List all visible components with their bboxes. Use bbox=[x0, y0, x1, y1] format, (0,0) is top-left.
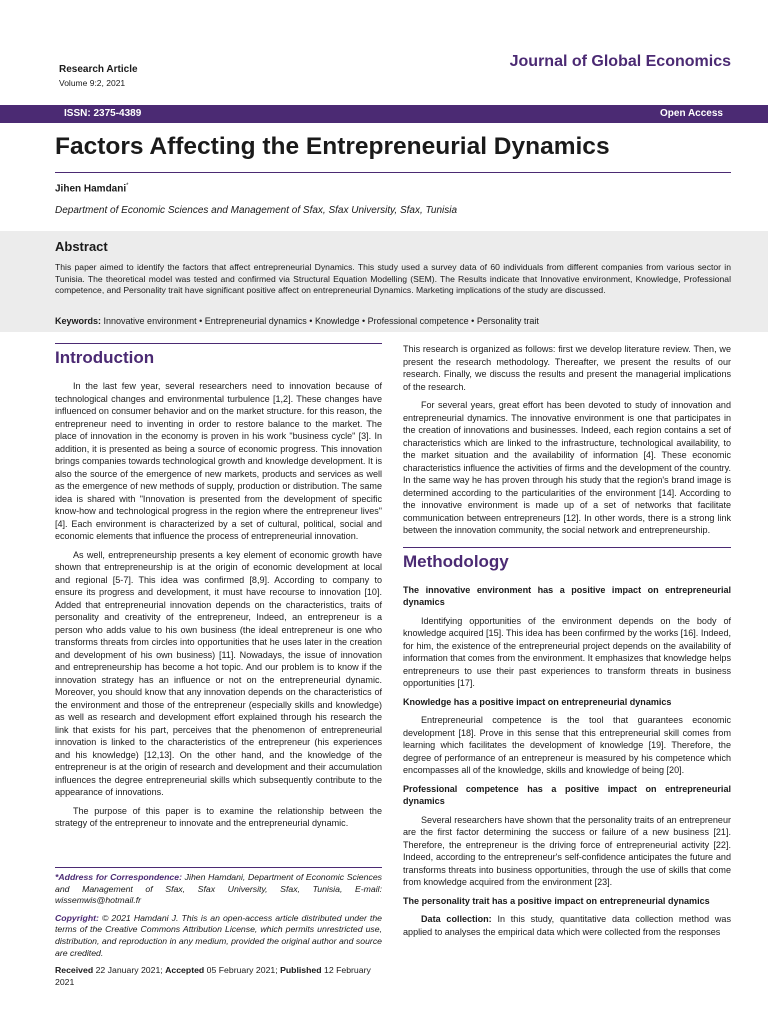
abstract-text: This paper aimed to identify the factors that affect entrepreneurial Dynamics. This study used a survey data of 60 individuals from different companies from various sector in Tunisia. The theoretical model was tested and confirmed via Structural Equation Modelling (SEM). The Results indicate that Innovative environment, Knowledge, Professional competence, and Personality trait have significant positive affect on entrepreneurial Dynamics. Marketing implications of the study are discussed. bbox=[55, 262, 731, 296]
right-paragraph-1: This research is organized as follows: first we develop literature review. Then, we present the research methodology. Thereafter, we present the results of our research. Finally, we discuss the results and present the managerial implications of the research. bbox=[403, 344, 731, 392]
issn-bar bbox=[0, 105, 768, 123]
methodology-paragraph-3: Several researchers have shown that the personality traits of an entrepreneur are the first factor determining the success or failure of a new business [21]. Therefore, the entrepreneur is the driving force of entrepreneurial activity [22]. Indeed, according to the entrepreneur's self-confidence anticipates the future and transforms threats into business opportunities, through the use of skills that come from knowledge acquired from the environment [23]. bbox=[403, 814, 731, 887]
intro-paragraph-2: As well, entrepreneurship presents a key element of economic growth have shown that entrepreneurship is at the origin of economic development at local and regional [5-7]. This idea was confirmed [8,9]. According to company to ensure its progress and development, it must have recourse to innovation [10]. Added that entrepreneurial innovation depends on the characteristics, traits of personality and creativity of the entrepreneur, Indeed, an entrepreneur is a person who adds value to his own business (the ideal entrepreneur is one who transforms threats from circles into opportunities that he uses later in the creation and development of his own business) [11]. Nowadays, the issue of innovation and entrepreneurship has become a hot topic. And our problem is to know if the innovation strategy has an influence or not on the entrepreneurial dynamic. Moreover, you should know that any innovation depends on the characteristics of the environment and those of the entrepreneur (especially skills and knowledge) as well as research and development effort explained through his research the link that exists for his part, perceives that the phenomenon of entrepreneurial innovation is linked to the characteristics of the entrepreneur (his experiences and his knowledge) [12,13]. On the other hand, and the knowledge of the entrepreneur is at the origin of research and development and their accumulation influences the degree entrepreneurial skills which subsequently contribute to the appearance of innovations. bbox=[55, 549, 382, 797]
right-column bbox=[403, 343, 731, 944]
copyright-label: Copyright: bbox=[55, 912, 99, 923]
paper-title: Factors Affecting the Entrepreneurial Dynamics bbox=[55, 133, 610, 160]
received-label: Received bbox=[55, 965, 94, 976]
left-column bbox=[55, 343, 382, 836]
article-meta bbox=[59, 64, 138, 88]
received-date: 22 January 2021; bbox=[93, 965, 166, 976]
methodology-paragraph-2: Entrepreneurial competence is the tool that guarantees economic development [18]. Prove in this sense that this entrepreneurial skill comes from learning which facilitates the development of knowledge [19]. Therefore, the degree of performance of an entrepreneur is measured by his competence which encompasses all of the knowledge, skills and knowledge of being [20]. bbox=[403, 715, 731, 775]
copyright-text: © 2021 Hamdani J. This is an open-access article distributed under the terms of the Creative Commons Attribution License, which permits unrestricted use, distribution, and reproduction in any medium, provided the original author and source are credited. bbox=[55, 912, 382, 958]
abstract-heading: Abstract bbox=[55, 239, 108, 254]
copyright-note bbox=[55, 913, 382, 959]
author-mark: * bbox=[126, 183, 129, 189]
footnotes bbox=[55, 867, 382, 988]
hypothesis-1-heading: The innovative environment has a positive impact on entrepreneurial dynamics bbox=[403, 584, 731, 607]
publication-dates bbox=[55, 965, 382, 988]
correspondence-text: Jihen Hamdani, Department of Economic Sciences and Management of Sfax, Sfax University, Sfax, Tunisia, E-mail: wissemwis@hotmail.fr bbox=[55, 872, 382, 906]
hypothesis-4-heading: The personality trait has a positive impact on entrepreneurial dynamics bbox=[403, 895, 710, 906]
open-access-label: Open Access bbox=[660, 108, 723, 119]
affiliation: Department of Economic Sciences and Management of Sfax, Sfax University, Sfax, Tunisia bbox=[55, 205, 458, 216]
accepted-date: 05 February 2021; bbox=[204, 965, 281, 976]
hypothesis-2-heading: Knowledge has a positive impact on entrepreneurial dynamics bbox=[403, 696, 672, 707]
keywords-label: Keywords: bbox=[55, 316, 102, 326]
keywords-list: Innovative environment • Entrepreneurial dynamics • Knowledge • Professional competence • Personality trait bbox=[103, 316, 539, 326]
article-type: Research Article bbox=[59, 64, 138, 75]
footnote-divider bbox=[55, 867, 382, 868]
published-label: Published bbox=[280, 965, 322, 976]
published-date: 12 February 2021 bbox=[55, 965, 371, 987]
correspondence-label: *Address for Correspondence: bbox=[55, 872, 182, 882]
title-divider bbox=[55, 172, 731, 173]
section-divider bbox=[403, 547, 731, 548]
intro-paragraph-1: In the last few year, several researchers need to innovation because of technological changes and environmental turbulence [1,2]. These changes have influenced on consumer behavior and on the market structure. for this reason, the entrepreneur need to inventing in order to restore balance to the market. The place of innovation in the economy is proven in his work "business cycle" [3]. In addition, it is presented as being a source of economic progress. This innovation brings companies towards technological growth and knowledge development. It is also the source of the emergence of new markets, products and services as well as the emergence of new methods of supply, production or distribution. The same idea is shared with "Innovation is presented from the development of specific know-how and technological progress in the region where the entrepreneur lives" [4]. Each environment is characterized by a set of cultural, political, social and economic elements that influence the process of entrepreneurial innovation. bbox=[55, 381, 382, 541]
right-paragraph-2: For several years, great effort has been devoted to study of innovation and entrepreneurial dynamics. The innovative environment is one that participates in the creation of innovations and businesses. Indeed, each region contains a set of characteristics which are linked to the infrastructure, technological availability, to the market situation and the availability of information [4]. These economic characteristics influence the activities of firms and the development of the country. In the same way he has proven through his study that the region's brand image is determined according to the particularities of the environment [14]. According to the innovative environment is made up of a set of networks that facilitate communication between entrepreneurs [12]. In other words, there is a strong link between the innovation community, the social network and entrepreneurship. bbox=[403, 400, 731, 535]
keywords bbox=[55, 316, 745, 326]
introduction-heading: Introduction bbox=[55, 348, 155, 367]
data-collection-paragraph bbox=[403, 913, 731, 938]
accepted-label: Accepted bbox=[165, 965, 205, 976]
intro-paragraph-3: The purpose of this paper is to examine the relationship between the strategy of the entrepreneur to innovate and the entrepreneurial dynamic. bbox=[55, 805, 382, 828]
section-divider bbox=[55, 343, 382, 344]
data-collection-label: Data collection: bbox=[421, 914, 492, 924]
author bbox=[55, 183, 128, 194]
correspondence-note bbox=[55, 872, 382, 907]
author-name: Jihen Hamdani bbox=[55, 183, 127, 195]
issn: ISSN: 2375-4389 bbox=[64, 108, 142, 119]
journal-title: Journal of Global Economics bbox=[509, 53, 731, 70]
methodology-heading: Methodology bbox=[403, 551, 509, 571]
hypothesis-3-heading: Professional competence has a positive impact on entrepreneurial dynamics bbox=[403, 783, 731, 806]
data-collection-text: In this study, quantitative data collection method was applied to analyses the empirical data which were collected from the responses bbox=[403, 914, 731, 937]
volume-info: Volume 9:2, 2021 bbox=[59, 78, 126, 88]
methodology-paragraph-1: Identifying opportunities of the environment depends on the body of knowledge acquired [15]. This idea has been confirmed by the works [16]. Indeed, for him, the existence of the entrepreneurial project depends on the availability of information that comes from the environment. It emphasizes that knowledge helps entrepreneurs to use their past experiences to transform threats in business opportunities [17]. bbox=[403, 615, 731, 688]
